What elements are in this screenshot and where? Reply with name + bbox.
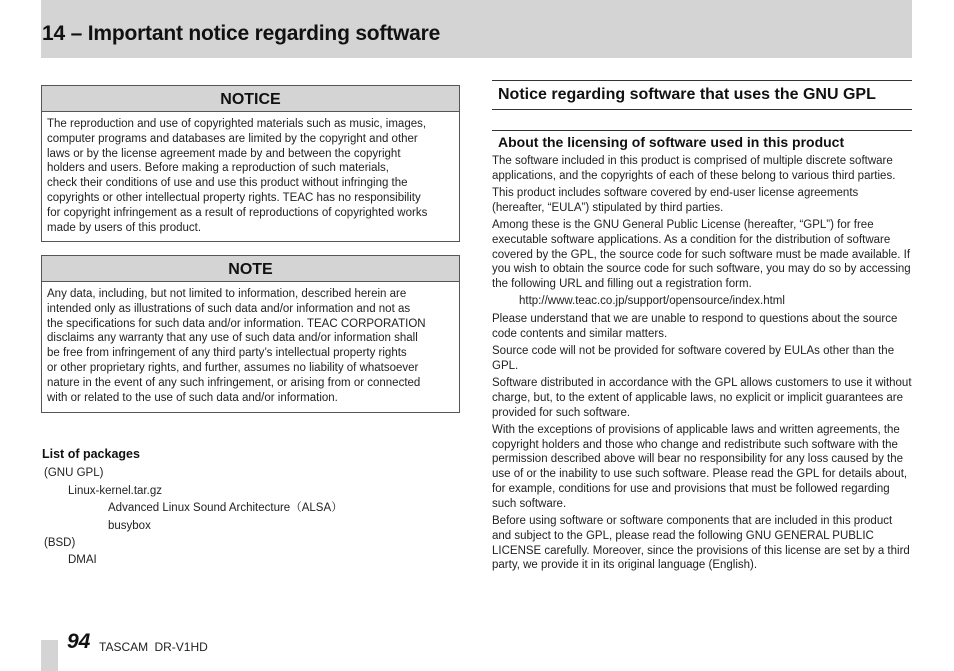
note-heading: NOTE <box>42 256 459 282</box>
note-body <box>42 282 459 410</box>
notice-heading: NOTICE <box>42 86 459 112</box>
licensing-subheading <box>492 130 912 150</box>
gpl-label: (GNU GPL) <box>44 467 104 479</box>
package-dmai: DMAI <box>68 554 97 566</box>
footer-model: TASCAM DR-V1HD <box>99 640 208 654</box>
notice-line: copyrights or other intellectual property rights. TEAC has no responsibility <box>47 191 421 204</box>
notice-body <box>42 112 459 240</box>
gpl-section-heading-text: Notice regarding software that uses the GNU GPL <box>498 86 876 103</box>
paragraph: This product includes software covered by end-user license agreements (hereafter, “EULA”) stipulated by third parties. <box>492 186 859 214</box>
bsd-label: (BSD) <box>44 537 76 549</box>
note-line: be free from infringement of any third party’s intellectual property rights <box>47 347 407 360</box>
notice-line: for copyright infringement as a result of reproductions of copyrighted works <box>47 206 428 219</box>
notice-line: computer programs and databases are limited by the copyright and other <box>47 132 418 145</box>
gpl-section-heading <box>492 80 912 110</box>
note-line: nature in the event of any such infringement, or arising from or connected <box>47 376 421 389</box>
paragraph: The software included in this product is comprised of multiple discrete software applications, and the copyrights of each of these belong to various third parties. <box>492 155 896 182</box>
package-alsa: Advanced Linux Sound Architecture（ALSA） <box>108 502 343 514</box>
notice-line: check their conditions of use and use this product without infringing the <box>47 177 408 190</box>
note-line: intended only as illustrations of such data and/or information and not as <box>47 302 411 315</box>
paragraph: Before using software or software components that are included in this product and subject to the GPL, please read the following GNU GENERAL PUBLIC LICENSE carefully. Moreover, since the provisions of this license are set by a third party, we provide it in its original language (English). <box>492 515 910 572</box>
note-box <box>41 255 460 413</box>
paragraph: With the exceptions of provisions of applicable laws and written agreements, the copyright holders and those who change and redistribute such software with the permission described above will bear no responsibility for any loss caused by the use of or the inability to use such software. Please read the GPL for details about, for example, conditions for use and provisions that must be followed regarding such software. <box>492 423 908 510</box>
licensing-subheading-text: About the licensing of software used in this product <box>498 134 845 150</box>
paragraph: Source code will not be provided for software covered by EULAs other than the GPL. <box>492 345 895 372</box>
packages-title: List of packages <box>42 447 140 461</box>
page-title: 14 – Important notice regarding software <box>42 22 441 45</box>
notice-line: holders and users. Before making a reproduction of such materials, <box>47 162 389 175</box>
note-line: disclaims any warranty that any use of such data and/or information shall <box>47 332 418 345</box>
paragraph: Please understand that we are unable to respond to questions about the source code contents and similar matters. <box>492 313 898 340</box>
note-line: Any data, including, but not limited to information, described herein are <box>47 288 407 300</box>
notice-line: The reproduction and use of copyrighted materials such as music, images, <box>47 118 427 130</box>
note-line: with or related to the use of such data and/or information. <box>47 391 338 404</box>
notice-line: laws or by the license agreement made by and between the copyright <box>47 147 401 160</box>
package-busybox: busybox <box>108 520 151 532</box>
paragraph: Among these is the GNU General Public License (hereafter, “GPL”) for free executable software applications. As a condition for the distribution of software covered by the GPL, the source code for such software must be made available. If you wish to obtain the source code for such software, you may do so by accessing the following URL and filling out a registration form. <box>492 218 911 291</box>
footer-bar <box>41 640 58 671</box>
notice-box <box>41 85 460 242</box>
gpl-section-body <box>492 154 912 576</box>
paragraph: Software distributed in accordance with the GPL allows customers to use it without charge, but, to the extent of applicable laws, no explicit or implicit guarantees are provided for such software. <box>492 377 912 419</box>
opensource-url[interactable]: http://www.teac.co.jp/support/opensource/index.html <box>519 295 785 308</box>
note-line: or other proprietary rights, and further, assumes no liability of whatsoever <box>47 361 419 374</box>
note-line: the specifications for such data and/or information. TEAC CORPORATION <box>47 317 426 330</box>
package-linux-kernel: Linux-kernel.tar.gz <box>68 485 162 497</box>
notice-line: made by users of this product. <box>47 221 202 234</box>
page-number: 94 <box>67 630 91 653</box>
